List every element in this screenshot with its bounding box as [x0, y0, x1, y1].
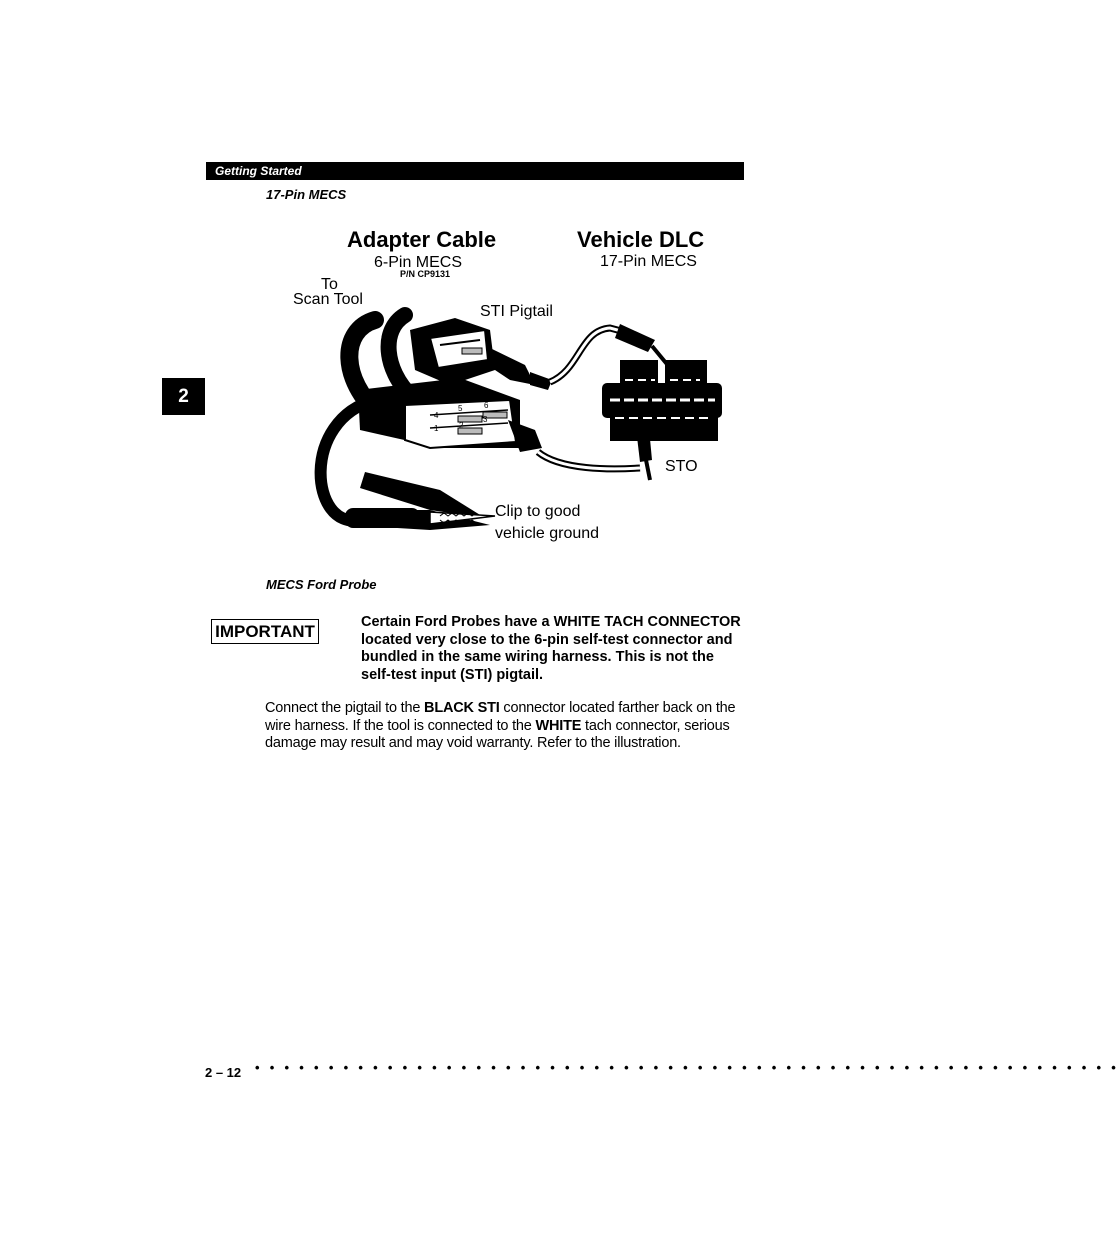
sti-plug: [615, 324, 655, 352]
sto-label: STO: [665, 458, 698, 475]
ground-clip-icon: [345, 472, 495, 530]
page-number: 2 – 12: [205, 1065, 242, 1080]
figure-caption-bottom: MECS Ford Probe: [266, 577, 377, 592]
clip-label-line2: vehicle ground: [495, 525, 600, 542]
body-text: tach connector, serious damage may result and may void warranty. Refer to the illustration.: [265, 717, 730, 751]
body-paragraph: [265, 700, 747, 753]
body-text: Connect the pigtail to the: [265, 700, 425, 716]
adapter-box: [358, 378, 542, 452]
clip-label-line1: Clip to good: [495, 503, 581, 520]
section-header-title: Getting Started: [215, 164, 302, 178]
vehicle-dlc-subtitle: 17-Pin MECS: [600, 253, 697, 270]
adapter-cable-subtitle: 6-Pin MECS: [374, 254, 463, 271]
section-header-bar: [206, 162, 744, 180]
part-number: P/N CP9131: [400, 269, 451, 279]
scan-tool-cable-2: [389, 315, 410, 395]
vehicle-dlc-title: Vehicle DLC: [577, 227, 705, 252]
pin-label: 3: [483, 415, 488, 424]
pin-label: 1: [434, 424, 439, 433]
vehicle-dlc: [602, 360, 722, 441]
connector-illustration: [280, 220, 740, 560]
upper-connector: [410, 318, 552, 390]
pin-label: 5: [458, 404, 463, 413]
sti-pigtail-label: STI Pigtail: [480, 303, 553, 320]
important-label: IMPORTANT: [211, 619, 319, 644]
pin-label: 6: [484, 401, 489, 410]
scan-tool-label: Scan Tool: [293, 291, 363, 308]
figure-caption-top: 17-Pin MECS: [266, 187, 347, 202]
body-bold-white: WHITE: [535, 717, 582, 734]
important-text: Certain Ford Probes have a WHITE TACH CONNECTOR located very close to the 6-pin self-test connector and bundled in the same wiring harness. This is not the self-test input (STI) pigtail.: [361, 614, 741, 683]
body-text: connector located farther back on the wire harness. If the tool is connected to the: [265, 700, 736, 734]
adapter-cable-title: Adapter Cable: [347, 227, 497, 252]
chapter-tab: 2: [162, 378, 205, 415]
pin-label: 4: [434, 411, 439, 420]
to-label: To: [321, 276, 338, 293]
pin-label: 2: [459, 421, 464, 430]
body-bold-black-sti: BLACK STI: [424, 700, 500, 716]
footer-dot-leader: • • • • • • • • • • • • • • • • • • • • • • • • • • • • • • • • • • • • • • • • • • • • • • • • • • • • • • • • • • •: [255, 1060, 1119, 1075]
